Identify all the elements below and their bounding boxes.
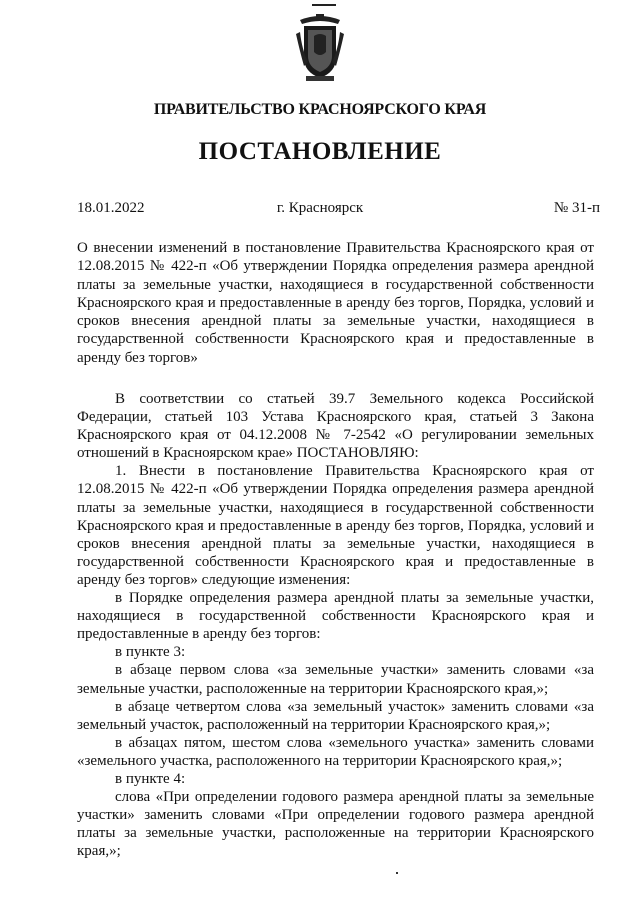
page-mark <box>396 872 398 874</box>
paragraph: 1. Внести в постановление Правительства Красноярского края от 12.08.2015 № 422-п «Об утверждении Порядка определения размера арендной платы за земельные участки, находящиеся в государственной собственности Красноярского края и предоставленные в аренду без торгов, Порядка, условий и сроков внесения арендной платы за земельные участки, находящиеся в государственной собственности Красноярского края и предоставленные в аренду без торгов» следующие изменения: <box>77 463 594 588</box>
coat-of-arms-icon <box>294 12 346 84</box>
emblem-mark <box>312 4 336 6</box>
paragraph: в пункте 3: <box>115 644 186 661</box>
paragraph: в абзаце первом слова «за земельные участки» заменить словами «за земельные участки, расположенные на территории Красноярского края,»; <box>77 662 594 697</box>
paragraph: слова «При определении годового размера арендной платы за земельные участки» заменить словами «При определении годового размера арендной платы за земельные участки, расположенные на территории Красноярского края,»; <box>77 789 594 860</box>
paragraph: в абзацах пятом, шестом слова «земельного участка» заменить словами «земельного участка, расположенного на территории Красноярского края,»; <box>77 734 594 769</box>
paragraph: в Порядке определения размера арендной платы за земельные участки, находящиеся в государственной собственности Красноярского края и предоставленные в аренду без торгов: <box>77 590 594 643</box>
document-subject: О внесении изменений в постановление Правительства Красноярского края от 12.08.2015 № 422-п «Об утверждении Порядка определения размера арендной платы за земельные участки, находящиеся в государственной собственности Красноярского края и предоставленные в аренду без торгов, Порядка, условий и сроков внесения арендной платы за земельные участки, находящиеся в государственной собственности Красноярского края и предоставленные в аренду без торгов» <box>77 240 594 366</box>
document-body <box>77 390 594 860</box>
paragraph: в пункте 4: <box>115 770 186 787</box>
document-number: № 31-п <box>553 200 600 216</box>
document-date: 18.01.2022 <box>77 200 145 216</box>
paragraph: в абзаце четвертом слова «за земельный участок» заменить словами «за земельный участок, расположенный на территории Красноярского края,»; <box>77 698 594 733</box>
paragraph: В соответствии со статьей 39.7 Земельного кодекса Российской Федерации, статьей 103 Устава Красноярского края, статьей 3 Закона Красноярского края от 04.12.2008 № 7-2542 «О регулировании земельных отношений в Красноярском крае» ПОСТАНОВЛЯЮ: <box>77 391 594 462</box>
document-city: г. Красноярск <box>276 200 364 216</box>
government-name: ПРАВИТЕЛЬСТВО КРАСНОЯРСКОГО КРАЯ <box>153 101 487 118</box>
document-type: ПОСТАНОВЛЕНИЕ <box>198 138 442 165</box>
